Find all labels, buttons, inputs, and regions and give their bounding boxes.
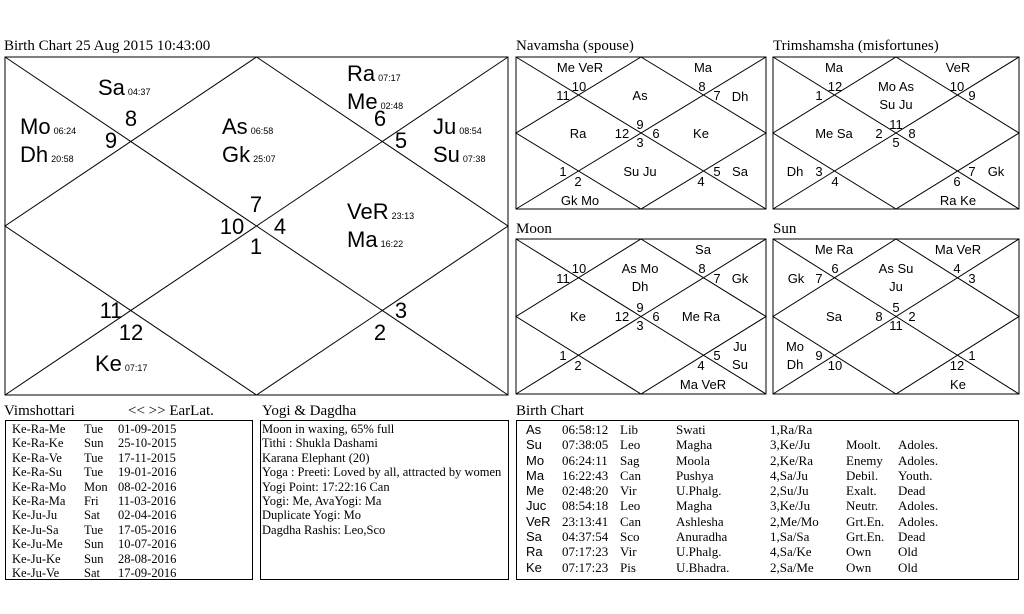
cell-avastha: Youth. (898, 467, 933, 483)
chart-label: Dh (786, 164, 804, 179)
cell-sign: Can (620, 467, 641, 483)
house-number: 3 (394, 298, 408, 323)
planet-row (526, 422, 958, 437)
chart-label: 1 (815, 88, 823, 103)
chart-label: 1 (968, 348, 976, 363)
dasha-day: Sat (84, 566, 100, 581)
cell-planet: VeR (526, 513, 551, 529)
house-number: 8 (124, 106, 138, 131)
cell-pada-lords: 2,Ke/Ra (770, 452, 813, 468)
cell-avastha (898, 422, 958, 437)
chart-label: 10 (571, 79, 587, 94)
chart-label: 5 (892, 135, 900, 150)
chart-label: 3 (815, 164, 823, 179)
dasha-day: Fri (84, 494, 99, 509)
dasha-period: Ke-Ra-Ke (12, 436, 64, 451)
dasha-day: Sun (84, 537, 104, 552)
dasha-date: 17-09-2016 (118, 566, 177, 581)
planet-label: Ma 16:22 (347, 227, 404, 252)
chart-label: Sa (826, 309, 842, 324)
cell-dignity: Own (846, 544, 872, 560)
chart-label: 6 (652, 126, 660, 141)
chart-label: 9 (815, 348, 823, 363)
house-number: 7 (249, 192, 263, 217)
dasha-day: Tue (84, 422, 103, 436)
planet-row (526, 560, 958, 575)
yogi-line: Yogi: Me, AvaYogi: Ma (262, 494, 382, 509)
cell-planet: Sa (526, 529, 542, 545)
cell-nakshatra: Pushya (676, 467, 714, 483)
chart-label: As (632, 88, 648, 103)
chart-label: Dh (631, 279, 649, 294)
chart-label: 2 (875, 126, 883, 141)
cell-dignity: Exalt. (846, 483, 877, 499)
planet-label: As 06:58 (222, 114, 274, 139)
cell-sign: Sco (620, 529, 640, 545)
chart-label: 2 (574, 358, 582, 373)
house-number: 11 (99, 298, 123, 323)
birth-table (526, 422, 958, 575)
dasha-row[interactable] (12, 465, 208, 479)
chart-label: 8 (698, 79, 706, 94)
chart-label: 6 (953, 174, 961, 189)
chart-label: Mo As (877, 79, 915, 94)
dasha-period: Ke-Ra-Ma (12, 494, 66, 509)
sun-chart-title: Sun (773, 221, 797, 237)
chart-label: 8 (698, 261, 706, 276)
dasha-date: 17-05-2016 (118, 522, 177, 537)
planet-label: Dh 20:58 (20, 142, 74, 167)
planet-row (526, 514, 958, 529)
house-number: 10 (219, 214, 245, 239)
house-number: 5 (394, 128, 408, 153)
yogi-line: Duplicate Yogi: Mo (262, 508, 361, 523)
chart-label: 3 (636, 135, 644, 150)
chart-label: Ma VeR (934, 242, 982, 257)
cell-avastha: Adoles. (898, 498, 939, 514)
dasha-date: 10-07-2016 (118, 537, 177, 552)
trimshamsha-title: Trimshamsha (misfortunes) (773, 38, 939, 54)
cell-nakshatra: Magha (676, 437, 713, 453)
dasha-date: 19-01-2016 (118, 465, 177, 480)
vimshottari-rows (12, 422, 208, 580)
planet-label: Me 02:48 (347, 89, 404, 114)
navamsha-title: Navamsha (spouse) (516, 38, 634, 54)
planet-row (526, 529, 958, 544)
birth-chart[interactable] (5, 57, 508, 395)
chart-label: 11 (889, 318, 903, 333)
dasha-row[interactable] (12, 480, 208, 494)
chart-label: 2 (908, 309, 916, 324)
house-number: 12 (118, 320, 144, 345)
chart-label: 7 (815, 271, 823, 286)
chart-label: 11 (556, 88, 570, 103)
chart-label: Ra (569, 126, 587, 141)
navamsha-chart[interactable] (516, 57, 766, 209)
dasha-date: 08-02-2016 (118, 479, 177, 494)
dasha-row[interactable] (12, 451, 208, 465)
cell-nakshatra: Swati (676, 422, 706, 437)
chart-label: Ju (889, 279, 903, 294)
moon-chart-title: Moon (516, 221, 552, 237)
cell-sign: Vir (620, 483, 637, 499)
chart-label: As Mo (621, 261, 659, 276)
cell-pada-lords: 1,Ra/Ra (770, 422, 813, 437)
cell-planet: Ke (526, 559, 542, 575)
cell-nakshatra: U.Phalg. (676, 483, 722, 499)
birth-table-title: Birth Chart (516, 403, 584, 419)
cell-sign: Leo (620, 498, 641, 514)
chart-label: 7 (713, 88, 721, 103)
cell-nakshatra: U.Phalg. (676, 544, 722, 560)
chart-label: Dh (786, 357, 804, 372)
chart-label: Gk Mo (560, 193, 600, 208)
chart-label: 9 (968, 88, 976, 103)
house-number: 1 (249, 234, 263, 259)
cell-pada-lords: 3,Ke/Ju (770, 437, 811, 453)
cell-longitude: 08:54:18 (562, 498, 609, 514)
house-number: 2 (373, 320, 387, 345)
cell-sign: Pis (620, 559, 636, 575)
chart-label: Ra Ke (939, 193, 977, 208)
cell-longitude: 16:22:43 (562, 467, 609, 483)
dasha-day: Mon (84, 479, 108, 494)
cell-pada-lords: 2,Me/Mo (770, 513, 819, 529)
chart-label: Mo (785, 339, 805, 354)
chart-label: 6 (831, 261, 839, 276)
dasha-period: Ke-Ra-Ve (12, 450, 62, 465)
chart-label: Su Ju (623, 164, 657, 179)
planet-row (526, 468, 958, 483)
planet-label: Gk 25:07 (222, 142, 276, 167)
chart-label: 4 (697, 174, 705, 189)
cell-longitude: 02:48:20 (562, 483, 609, 499)
yogi-lines (262, 422, 505, 537)
chart-label: Me Ra (681, 309, 721, 324)
planet-label: Mo 06:24 (20, 114, 77, 139)
cell-nakshatra: Magha (676, 498, 713, 514)
dasha-period: Ke-Ra-Me (12, 422, 66, 436)
yogi-line: Yoga : Preeti: Loved by all, attracted by women (262, 465, 502, 480)
dasha-day: Sat (84, 508, 100, 523)
dasha-period: Ke-Ra-Mo (12, 479, 67, 494)
dasha-date: 01-09-2015 (118, 422, 177, 436)
chart-label: 5 (713, 348, 721, 363)
yogi-line: Dagdha Rashis: Leo,Sco (262, 522, 386, 537)
cell-sign: Lib (620, 422, 639, 437)
dasha-date: 11-03-2016 (118, 494, 176, 509)
vimshottari-title: Vimshottari (4, 403, 75, 419)
cell-planet: Me (526, 483, 545, 499)
cell-avastha: Dead (898, 529, 926, 545)
dasha-row[interactable] (12, 508, 208, 522)
dasha-period: Ke-Ra-Su (12, 465, 62, 480)
planet-row (526, 437, 958, 452)
cell-dignity: Debil. (846, 467, 879, 483)
dasha-row[interactable] (12, 552, 208, 566)
chart-label: 1 (559, 348, 567, 363)
chart-label: Gk (731, 271, 749, 286)
vimshottari-nav[interactable]: << >> EarLat. (128, 403, 214, 419)
planet-row (526, 544, 958, 559)
yogi-line: Tithi : Shukla Dashami (262, 436, 378, 451)
cell-dignity: Moolt. (846, 437, 882, 453)
chart-label: 3 (968, 271, 976, 286)
dasha-period: Ke-Ju-Me (12, 537, 63, 552)
cell-avastha: Old (898, 544, 918, 560)
chart-label: Sa (732, 164, 748, 179)
cell-longitude: 06:24:11 (562, 452, 608, 468)
dasha-row[interactable] (12, 566, 208, 580)
chart-label: 5 (713, 164, 721, 179)
dasha-date: 25-10-2015 (118, 436, 177, 451)
birth-chart-title: Birth Chart 25 Aug 2015 10:43:00 (4, 38, 211, 54)
chart-label: Su (732, 357, 748, 372)
house-number: 4 (273, 214, 287, 239)
chart-label: 12 (614, 126, 630, 141)
cell-sign: Sag (620, 452, 640, 468)
cell-nakshatra: Moola (676, 452, 710, 468)
chart-label: 3 (636, 318, 644, 333)
cell-pada-lords: 3,Ke/Ju (770, 498, 811, 514)
chart-label: Gk (987, 164, 1005, 179)
planet-row (526, 453, 958, 468)
chart-label: 8 (908, 126, 916, 141)
chart-label: 11 (889, 117, 903, 132)
cell-pada-lords: 2,Su/Ju (770, 483, 809, 499)
dasha-row[interactable] (12, 537, 208, 551)
dasha-row[interactable] (12, 422, 208, 436)
cell-longitude: 07:17:23 (562, 544, 609, 560)
planet-row (526, 483, 958, 498)
chart-label: 6 (652, 309, 660, 324)
chart-label: 10 (571, 261, 587, 276)
cell-avastha: Adoles. (898, 437, 939, 453)
cell-planet: Juc (526, 498, 547, 514)
dasha-row[interactable] (12, 436, 208, 450)
cell-planet: As (526, 422, 542, 437)
chart-label: 1 (559, 164, 567, 179)
cell-sign: Vir (620, 544, 637, 560)
cell-dignity: Enemy (846, 452, 883, 468)
cell-planet: Mo (526, 452, 545, 468)
dasha-day: Tue (84, 450, 103, 465)
planet-label: Su 07:38 (433, 142, 486, 167)
house-number: 6 (373, 106, 387, 131)
chart-label: 9 (636, 117, 644, 132)
chart-label: 7 (968, 164, 976, 179)
cell-longitude: 06:58:12 (562, 422, 609, 437)
planet-label: VeR 23:13 (347, 199, 415, 224)
cell-avastha: Adoles. (898, 452, 939, 468)
chart-label: Su Ju (879, 97, 913, 112)
cell-longitude: 07:17:23 (562, 559, 609, 575)
dasha-day: Tue (84, 522, 103, 537)
cell-dignity: Own (846, 559, 872, 575)
cell-planet: Ra (526, 544, 543, 560)
cell-sign: Leo (620, 437, 641, 453)
dasha-day: Sun (84, 436, 104, 451)
yogi-title: Yogi & Dagdha (262, 403, 357, 419)
dasha-row[interactable] (12, 494, 208, 508)
chart-label: Me Sa (815, 126, 853, 141)
yogi-line: Karana Elephant (20) (262, 450, 370, 465)
cell-planet: Ma (526, 467, 545, 483)
dasha-period: Ke-Ju-Ve (12, 566, 60, 581)
chart-label: Ke (693, 126, 709, 141)
chart-label: 11 (556, 271, 570, 286)
cell-pada-lords: 4,Sa/Ke (770, 544, 812, 560)
cell-nakshatra: Anuradha (676, 529, 728, 545)
dasha-period: Ke-Ju-Sa (12, 522, 59, 537)
chart-label: 10 (949, 79, 965, 94)
cell-longitude: 04:37:54 (562, 529, 609, 545)
chart-label: 10 (827, 358, 843, 373)
cell-avastha: Dead (898, 483, 926, 499)
dasha-period: Ke-Ju-Ju (12, 508, 58, 523)
chart-label: 12 (827, 79, 843, 94)
planet-label: Sa 04:37 (98, 75, 151, 100)
cell-dignity: Grt.En. (846, 513, 885, 529)
chart-label: Sa (695, 242, 711, 257)
cell-dignity: Neutr. (846, 498, 879, 514)
chart-label: As Su (878, 261, 914, 276)
chart-label: 5 (892, 300, 900, 315)
chart-label: 9 (636, 300, 644, 315)
planet-label: Ju 08:54 (433, 114, 482, 139)
dasha-row[interactable] (12, 523, 208, 537)
cell-planet: Su (526, 437, 542, 453)
dasha-date: 02-04-2016 (118, 508, 177, 523)
chart-label: Dh (731, 89, 749, 104)
house-number: 9 (104, 128, 118, 153)
cell-longitude: 23:13:41 (562, 513, 609, 529)
trimshamsha-chart[interactable] (773, 57, 1019, 209)
yogi-line: Moon in waxing, 65% full (262, 422, 395, 436)
cell-dignity (846, 422, 898, 437)
sun-chart[interactable] (773, 239, 1019, 394)
dasha-period: Ke-Ju-Ke (12, 551, 61, 566)
planet-label: Ra 07:17 (347, 61, 401, 86)
chart-label: Ke (570, 309, 586, 324)
cell-avastha: Adoles. (898, 513, 939, 529)
cell-avastha: Old (898, 559, 918, 575)
chart-label: 4 (953, 261, 961, 276)
cell-longitude: 07:38:05 (562, 437, 609, 453)
cell-dignity: Grt.En. (846, 529, 885, 545)
chart-label: Me Ra (814, 242, 854, 257)
chart-label: 7 (713, 271, 721, 286)
chart-label: 12 (614, 309, 630, 324)
chart-label: Ma (693, 60, 713, 75)
chart-label: Me VeR (556, 60, 604, 75)
chart-label: Ju (733, 339, 747, 354)
cell-nakshatra: U.Bhadra. (676, 559, 730, 575)
moon-chart[interactable] (516, 239, 766, 394)
chart-label: Ma (824, 60, 844, 75)
chart-label: Ke (950, 377, 966, 392)
planet-label: Ke 07:17 (95, 351, 148, 376)
dasha-day: Tue (84, 465, 103, 480)
planet-row (526, 498, 958, 513)
chart-label: 4 (697, 358, 705, 373)
chart-label: Ma VeR (679, 377, 727, 392)
dasha-date: 28-08-2016 (118, 551, 177, 566)
chart-label: 2 (574, 174, 582, 189)
cell-pada-lords: 1,Sa/Sa (770, 529, 810, 545)
cell-nakshatra: Ashlesha (676, 513, 724, 529)
cell-sign: Can (620, 513, 641, 529)
chart-label: 8 (875, 309, 883, 324)
yogi-line: Yogi Point: 17:22:16 Can (262, 479, 390, 494)
chart-label: 4 (831, 174, 839, 189)
dasha-date: 17-11-2015 (118, 450, 176, 465)
cell-pada-lords: 2,Sa/Me (770, 559, 814, 575)
chart-label: 12 (949, 358, 965, 373)
chart-label: VeR (945, 60, 971, 75)
cell-pada-lords: 4,Sa/Ju (770, 467, 808, 483)
dasha-day: Sun (84, 551, 104, 566)
chart-label: Gk (787, 271, 805, 286)
